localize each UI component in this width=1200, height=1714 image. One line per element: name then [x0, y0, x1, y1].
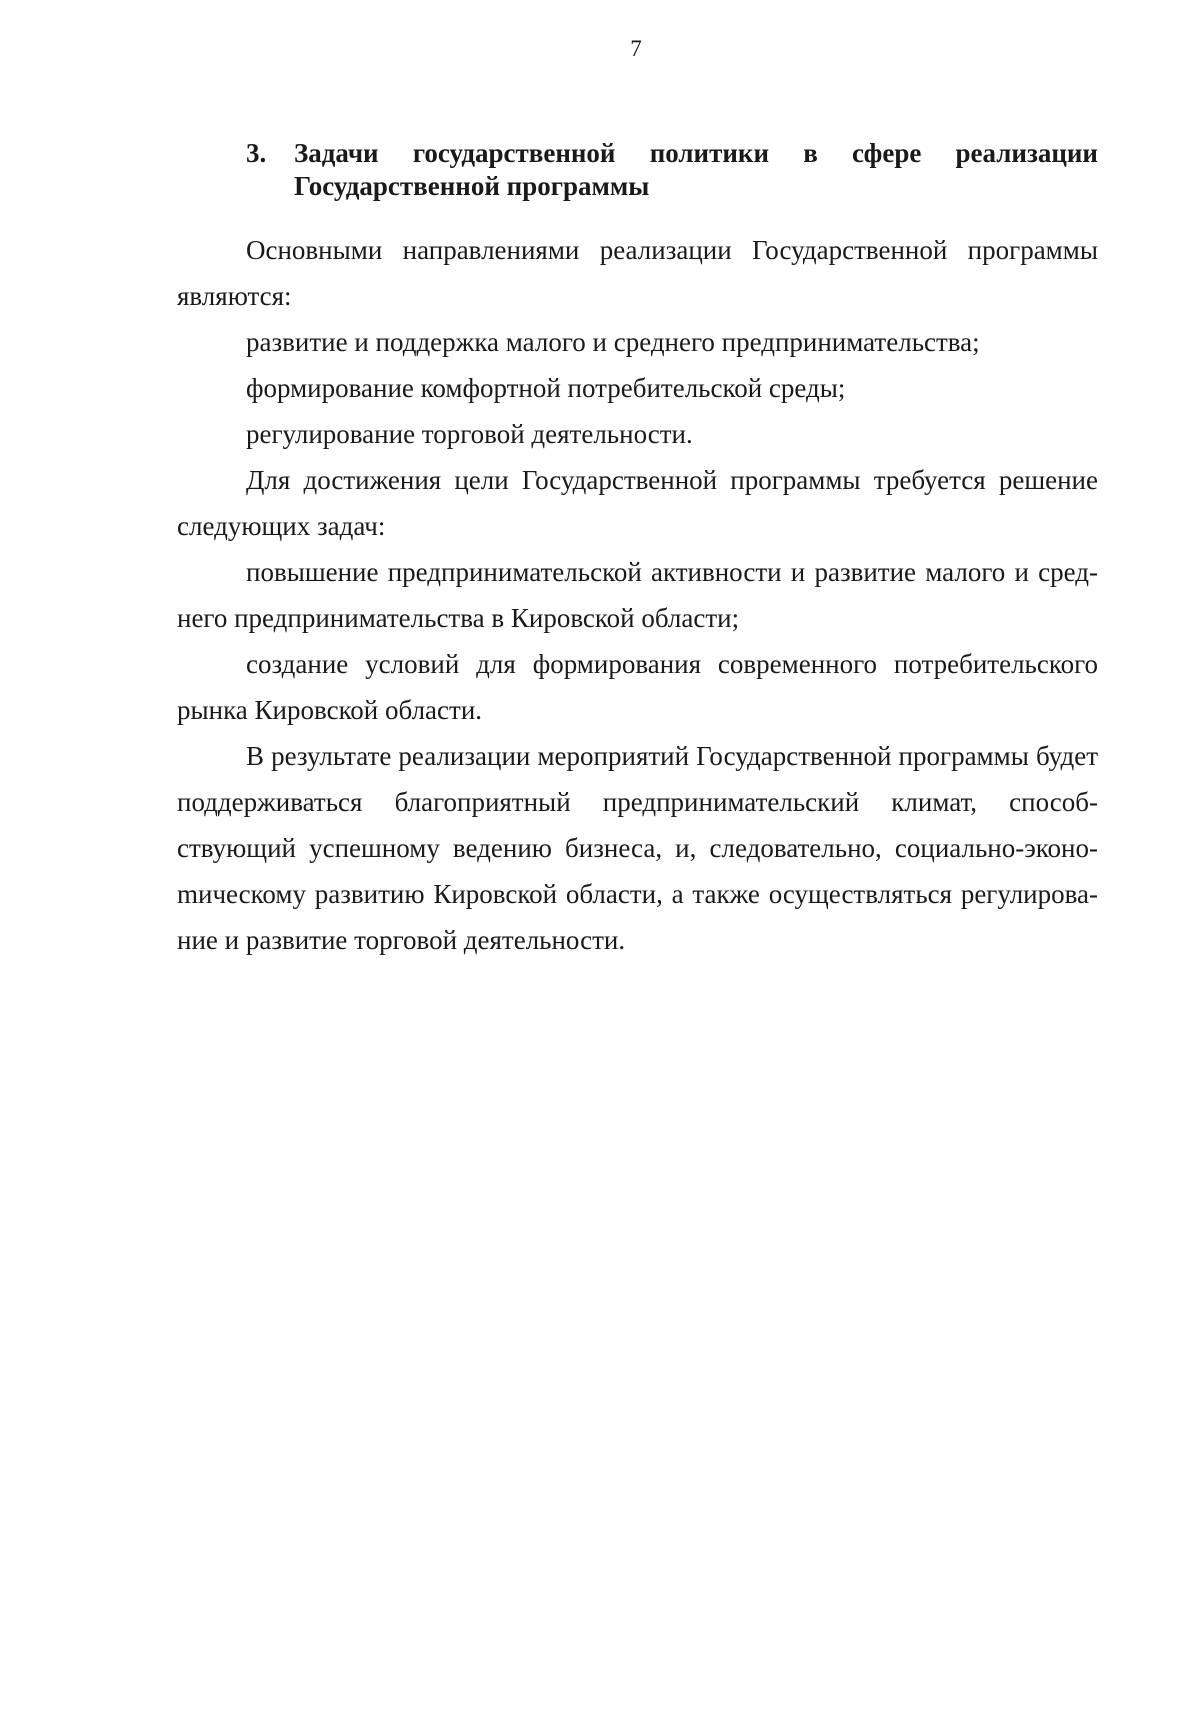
- list-item-direction-3: регулирование торговой деятельности.: [246, 419, 693, 449]
- body-text: [177, 227, 1098, 963]
- section-number: 3.: [246, 138, 267, 168]
- paragraph-tasks-intro: Для достижения цели Государственной программы требуется решение следующих задач:: [177, 465, 1098, 541]
- section-heading: [246, 137, 1098, 203]
- list-item-task-1: повышение предпринимательской активности и развитие малого и среднего предпринимательства в Кировской области;: [177, 557, 1098, 633]
- list-item-direction-1: развитие и поддержка малого и среднего предпринимательства;: [246, 327, 980, 357]
- paragraph-result: В результате реализации мероприятий Государственной программы будет поддерживаться благоприятный предпринимательский климат, способствующий успешному ведению бизнеса, и, следовательно, социально-эконоmическому развитию Кировской области, а также осуществляться регулирование и развитие торговой деятельности.: [177, 741, 1098, 955]
- list-item-direction-2: формирование комфортной потребительской среды;: [246, 373, 846, 403]
- list-item-task-2: создание условий для формирования современного потребительского рынка Кировской области.: [177, 649, 1098, 725]
- section-title-line-2: Государственной программы: [294, 171, 650, 201]
- section-title: [294, 137, 1098, 203]
- paragraph-intro: Основными направлениями реализации Государственной программы являются:: [177, 235, 1098, 311]
- section-title-line-1: Задачи государственной политики в сфере реализации: [294, 138, 1098, 168]
- page-number: 7: [630, 36, 642, 61]
